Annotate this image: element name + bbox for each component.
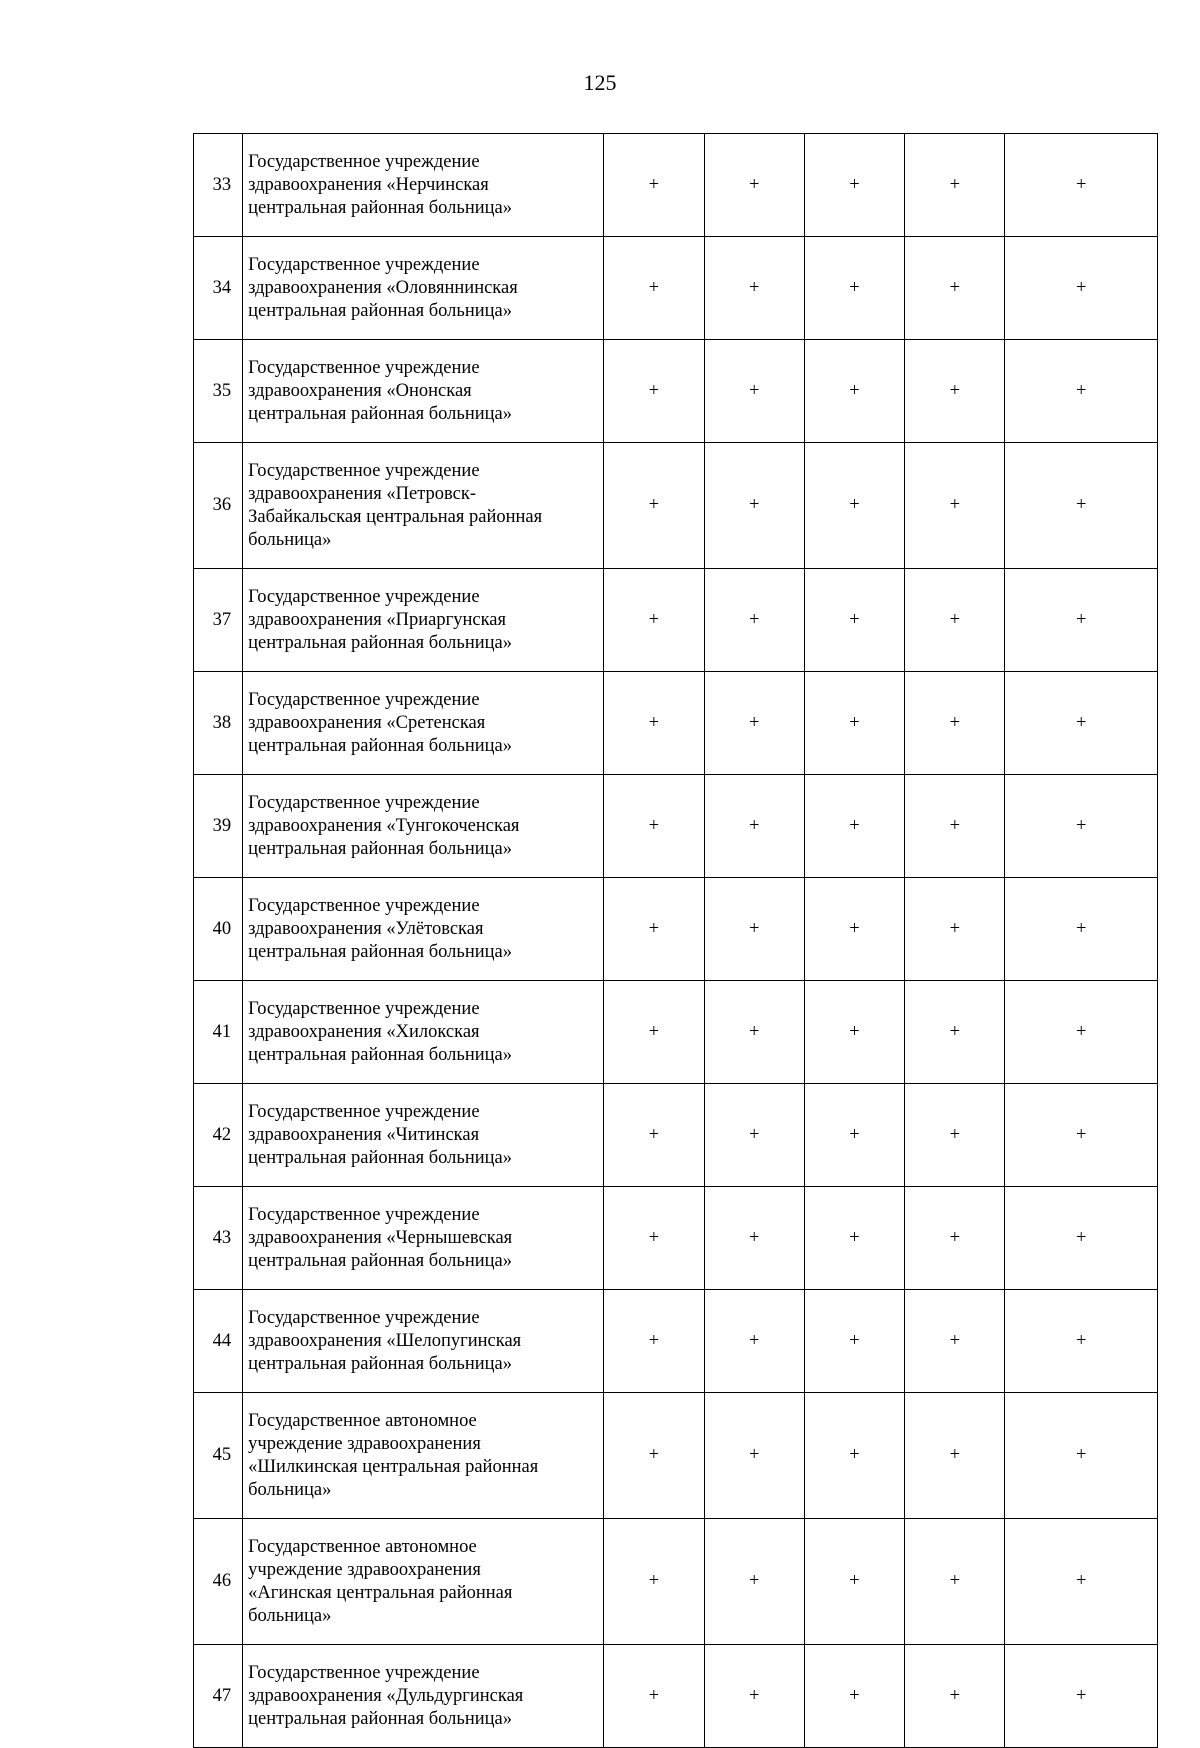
row-number: 39 [194,775,243,878]
mark-cell-3: + [804,1519,904,1645]
mark-cell-3: + [804,775,904,878]
institution-name: Государственное учреждение здравоохранения «Читинская центральная районная больница» [248,1101,513,1168]
mark-cell-3: + [804,134,904,237]
table-row [194,569,1158,672]
mark-cell-2: + [704,134,804,237]
mark-cell-4: + [905,981,1005,1084]
institution-name: Государственное автономное учреждение здравоохранения «Агинская центральная районная больница» [248,1536,513,1626]
row-number: 35 [194,340,243,443]
institution-name-cell [243,1645,604,1748]
mark-cell-3: + [804,672,904,775]
mark-cell-5: + [1005,1393,1158,1519]
mark-cell-5: + [1005,1519,1158,1645]
mark-cell-3: + [804,1645,904,1748]
mark-cell-4: + [905,237,1005,340]
mark-cell-4: + [905,340,1005,443]
mark-cell-2: + [704,775,804,878]
mark-cell-4: + [905,1084,1005,1187]
mark-cell-4: + [905,672,1005,775]
table-row [194,134,1158,237]
hospital-table [193,133,1158,1748]
table-row [194,981,1158,1084]
mark-cell-4: + [905,1645,1005,1748]
mark-cell-1: + [604,1393,704,1519]
table-row [194,878,1158,981]
mark-cell-2: + [704,569,804,672]
mark-cell-3: + [804,569,904,672]
row-number: 34 [194,237,243,340]
table-body [194,134,1158,1748]
mark-cell-3: + [804,237,904,340]
mark-cell-1: + [604,237,704,340]
mark-cell-5: + [1005,1187,1158,1290]
mark-cell-5: + [1005,443,1158,569]
mark-cell-3: + [804,1290,904,1393]
row-number: 37 [194,569,243,672]
mark-cell-1: + [604,134,704,237]
page-number: 125 [583,70,617,95]
institution-name: Государственное учреждение здравоохранения «Ононская центральная районная больница» [248,357,513,424]
mark-cell-4: + [905,1393,1005,1519]
row-number: 43 [194,1187,243,1290]
institution-name-cell [243,878,604,981]
mark-cell-2: + [704,1393,804,1519]
mark-cell-5: + [1005,1084,1158,1187]
table-row [194,1393,1158,1519]
row-number: 36 [194,443,243,569]
mark-cell-1: + [604,981,704,1084]
mark-cell-3: + [804,1393,904,1519]
institution-name: Государственное учреждение здравоохранения «Шелопугинская центральная районная больница» [248,1307,522,1374]
mark-cell-2: + [704,1187,804,1290]
mark-cell-1: + [604,1187,704,1290]
institution-name-cell [243,1393,604,1519]
mark-cell-5: + [1005,1290,1158,1393]
mark-cell-3: + [804,1084,904,1187]
mark-cell-4: + [905,1290,1005,1393]
table-row [194,672,1158,775]
institution-name: Государственное учреждение здравоохранения «Чернышевская центральная районная больница» [248,1204,513,1271]
row-number: 40 [194,878,243,981]
table-row [194,443,1158,569]
mark-cell-3: + [804,878,904,981]
mark-cell-1: + [604,443,704,569]
table-row [194,1084,1158,1187]
mark-cell-5: + [1005,878,1158,981]
mark-cell-2: + [704,1290,804,1393]
mark-cell-2: + [704,340,804,443]
mark-cell-3: + [804,981,904,1084]
table-row [194,1187,1158,1290]
table-row [194,1645,1158,1748]
mark-cell-5: + [1005,672,1158,775]
mark-cell-2: + [704,443,804,569]
table-row [194,1290,1158,1393]
institution-name: Государственное учреждение здравоохранения «Тунгокоченская центральная районная больница» [248,792,520,859]
mark-cell-1: + [604,340,704,443]
row-number: 44 [194,1290,243,1393]
mark-cell-1: + [604,1645,704,1748]
institution-name: Государственное учреждение здравоохранения «Приаргунская центральная районная больница» [248,586,513,653]
mark-cell-5: + [1005,775,1158,878]
institution-name: Государственное учреждение здравоохранения «Петровск- Забайкальская центральная районная больница» [248,460,543,550]
institution-name: Государственное учреждение здравоохранения «Хилокская центральная районная больница» [248,998,513,1065]
mark-cell-2: + [704,672,804,775]
mark-cell-5: + [1005,340,1158,443]
mark-cell-4: + [905,1519,1005,1645]
row-number: 46 [194,1519,243,1645]
mark-cell-1: + [604,775,704,878]
institution-name-cell [243,569,604,672]
institution-name-cell [243,443,604,569]
row-number: 47 [194,1645,243,1748]
institution-name-cell [243,1519,604,1645]
mark-cell-1: + [604,1084,704,1187]
mark-cell-4: + [905,569,1005,672]
institution-name: Государственное учреждение здравоохранения «Оловяннинская центральная районная больница» [248,254,518,321]
institution-name-cell [243,1290,604,1393]
table-row [194,1519,1158,1645]
mark-cell-5: + [1005,237,1158,340]
row-number: 38 [194,672,243,775]
mark-cell-2: + [704,878,804,981]
mark-cell-5: + [1005,1645,1158,1748]
mark-cell-2: + [704,1519,804,1645]
mark-cell-4: + [905,775,1005,878]
mark-cell-4: + [905,134,1005,237]
mark-cell-1: + [604,1519,704,1645]
mark-cell-3: + [804,443,904,569]
mark-cell-5: + [1005,134,1158,237]
row-number: 42 [194,1084,243,1187]
institution-name-cell [243,775,604,878]
mark-cell-4: + [905,1187,1005,1290]
institution-name-cell [243,134,604,237]
mark-cell-2: + [704,981,804,1084]
institution-name-cell [243,340,604,443]
mark-cell-5: + [1005,981,1158,1084]
mark-cell-2: + [704,237,804,340]
institution-name: Государственное автономное учреждение здравоохранения «Шилкинская центральная районная больница» [248,1410,539,1500]
mark-cell-4: + [905,443,1005,569]
row-number: 33 [194,134,243,237]
institution-name: Государственное учреждение здравоохранения «Сретенская центральная районная больница» [248,689,513,756]
table-row [194,340,1158,443]
mark-cell-1: + [604,1290,704,1393]
mark-cell-3: + [804,340,904,443]
institution-name: Государственное учреждение здравоохранения «Улётовская центральная районная больница» [248,895,513,962]
mark-cell-4: + [905,878,1005,981]
mark-cell-2: + [704,1084,804,1187]
row-number: 45 [194,1393,243,1519]
table-row [194,237,1158,340]
institution-name-cell [243,1084,604,1187]
institution-name-cell [243,672,604,775]
mark-cell-3: + [804,1187,904,1290]
row-number: 41 [194,981,243,1084]
mark-cell-1: + [604,878,704,981]
institution-name-cell [243,1187,604,1290]
institution-name: Государственное учреждение здравоохранения «Нерчинская центральная районная больница» [248,151,513,218]
institution-name-cell [243,981,604,1084]
mark-cell-1: + [604,569,704,672]
institution-name: Государственное учреждение здравоохранения «Дульдургинская центральная районная больница» [248,1662,524,1729]
institution-name-cell [243,237,604,340]
mark-cell-2: + [704,1645,804,1748]
table-row [194,775,1158,878]
mark-cell-1: + [604,672,704,775]
mark-cell-5: + [1005,569,1158,672]
